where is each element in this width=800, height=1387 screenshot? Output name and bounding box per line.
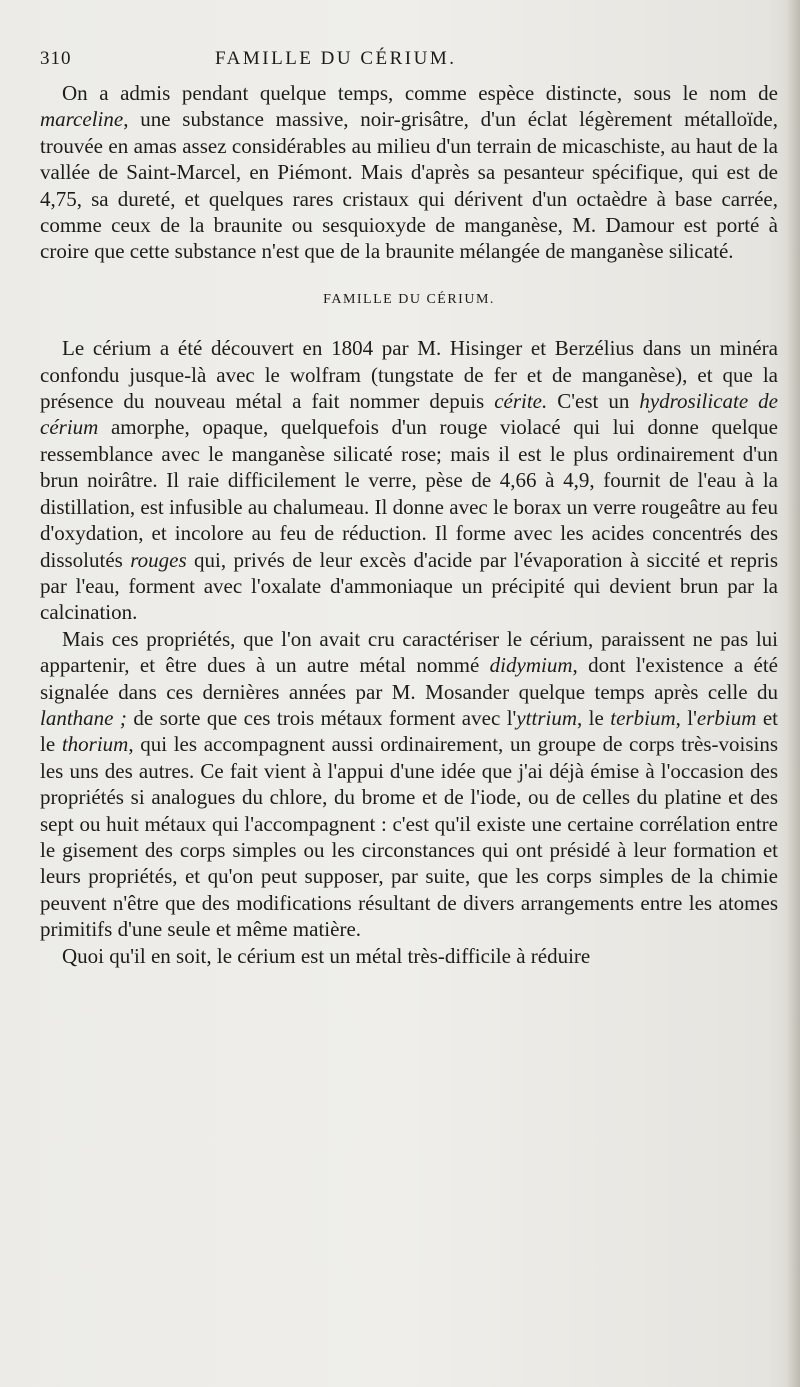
paragraph-didymium bbox=[40, 626, 778, 943]
text-segment: C'est un bbox=[547, 389, 640, 414]
paragraph-cerium-discovery bbox=[40, 335, 778, 625]
text-segment: On a admis pendant quelque temps, comme espèce distincte, sous le nom de bbox=[62, 81, 778, 105]
italic-term: erbium bbox=[696, 705, 757, 730]
text-segment: , qui les accompagnent aussi ordinairement, un groupe de corps très-voisins les uns des autres. Ce fait vient à l'appui d'une idée que j'ai déjà émise à l'occasion des propriétés si analogues du chlore, du brome et de l'iode, ou de celles du platine et des sept ou huit métaux qui l'accompagnent : c'est qu'il existe une certaine corrélation entre le gisement des corps simples ou les circonstances qui ont présidé à leur formation et leurs propriétés, et qu'on peut supposer, par suite, que les corps simples de la chimie peuvent n'être que des modifications résultant de divers arrangements entre les atomes primitifs d'une seule et même matière. bbox=[40, 732, 779, 942]
text-segment: , une substance massive, noir-grisâtre, d'un éclat légèrement métalloïde, trouvée en amas assez considérables au milieu d'un terrain de micaschiste, au haut de la vallée de Saint-Marcel, en Piémont. Mais d'après sa pesanteur spécifique, qui est de 4,75, sa dureté, et quelques rares cristaux qui dérivent d'un octaèdre à base carrée, comme ceux de la braunite ou sesquioxyde de manganèse, M. Damour est porté à croire que cette substance n'est que de la braunite mélangée de manganèse silicaté. bbox=[40, 107, 778, 264]
text-segment: qui, privés de leur excès d'acide par l'évaporation à siccité et repris par l'eau, forment avec l'oxalate d'ammoniaque un précipité qui devient brun par la calcination. bbox=[40, 547, 779, 625]
text-segment: de sorte que ces trois métaux forment avec l' bbox=[126, 705, 517, 730]
text-segment: Quoi qu'il en soit, le cérium est un métal très-difficile à réduire bbox=[62, 943, 591, 968]
running-head bbox=[40, 48, 780, 76]
text-segment: Le cérium a été découvert en 1804 par M. Hisinger et Berzélius dans un minéra confondu jusque-là avec le wolfram (tungstate de fer et de manganèse), et que la présence du nouveau métal a fait nommer depuis bbox=[40, 336, 778, 414]
paragraph-marceline bbox=[40, 80, 778, 265]
italic-term: yttrium bbox=[516, 705, 577, 730]
italic-term: thorium bbox=[61, 732, 129, 757]
italic-term: hydrosilicate de cérium bbox=[40, 389, 778, 440]
text-segment: , le bbox=[577, 705, 611, 730]
text-segment: Mais ces propriétés, que l'on avait cru caractériser le cérium, paraissent ne pas lui appartenir, et être dues à un autre métal nommé bbox=[40, 626, 778, 678]
running-head-title: FAMILLE DU CÉRIUM. bbox=[215, 48, 457, 69]
page-number: 310 bbox=[40, 48, 72, 69]
body-text bbox=[40, 80, 778, 969]
italic-term: cérite. bbox=[494, 389, 548, 414]
section-heading: FAMILLE DU CÉRIUM. bbox=[323, 291, 495, 307]
italic-term: terbium bbox=[610, 705, 676, 730]
italic-term: rouges bbox=[130, 547, 187, 572]
page-edge-shadow bbox=[786, 0, 800, 1387]
italic-term: didymium bbox=[489, 653, 573, 678]
paragraph-reduction bbox=[40, 943, 778, 969]
italic-term: marceline bbox=[40, 107, 124, 132]
text-segment: et le bbox=[40, 705, 779, 757]
italic-term: lanthane ; bbox=[40, 705, 127, 730]
text-segment: amorphe, opaque, quelquefois d'un rouge violacé qui lui donne quelque ressemblance avec le manganèse silicaté rose; mais il est le plus ordinairement d'un brun noirâtre. Il raie difficilement le verre, pèse de 4,66 à 4,9, fournit de l'eau à la distillation, est infusible au chalumeau. Il donne avec le borax un verre rougeâtre au feu d'oxydation, et incolore au feu de réduction. Il forme avec les acides concentrés des dissolutés bbox=[40, 415, 778, 572]
text-segment: , l' bbox=[675, 705, 697, 730]
text-segment: , dont l'existence a été signalée dans ces dernières années par M. Mosander quelque temps après celle du bbox=[40, 653, 778, 704]
